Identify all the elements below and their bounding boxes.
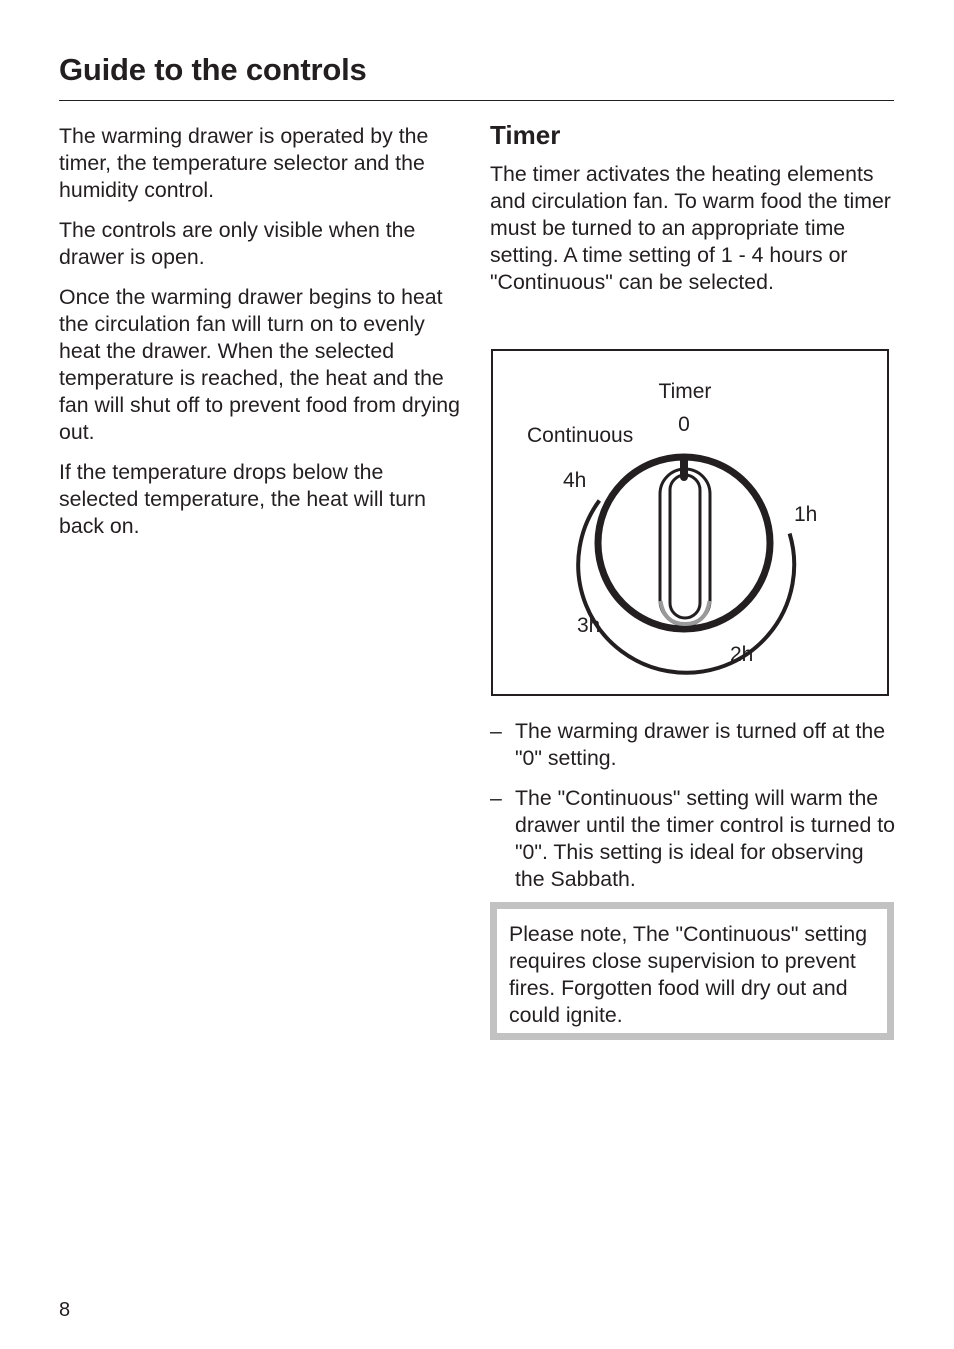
safety-note-text: Please note, The "Continuous" setting requires close supervision to prevent fires. Forgotten food will dry out and could ignite. <box>509 922 868 1027</box>
list-item <box>490 718 895 772</box>
diagram-title: Timer <box>658 380 712 403</box>
intro-paragraph: If the temperature drops below the selected temperature, the heat will turn back on. <box>59 460 426 538</box>
page-title: Guide to the controls <box>59 52 367 87</box>
timer-intro: The timer activates the heating elements and circulation fan. To warm food the timer must be turned to an appropriate time setting. A time setting of 1 - 4 hours or "Continuous" can be selected. <box>490 162 891 294</box>
knob-pointer-mark <box>680 457 688 481</box>
timer-heading: Timer <box>490 120 561 150</box>
list-item-text: The warming drawer is turned off at the "0" setting. <box>515 719 886 770</box>
label-1h: 1h <box>794 503 818 526</box>
label-continuous: Continuous <box>527 424 634 447</box>
label-2h: 2h <box>730 643 754 666</box>
intro-paragraph: The warming drawer is operated by the timer, the temperature selector and the humidity control. <box>59 124 429 202</box>
timer-dial-figure <box>491 349 889 696</box>
label-3h: 3h <box>577 614 601 637</box>
bullet-dash: – <box>490 786 502 810</box>
knob-grip-inner <box>670 475 700 618</box>
intro-column <box>59 123 464 553</box>
intro-paragraph: The controls are only visible when the drawer is open. <box>59 218 416 269</box>
label-zero: 0 <box>678 413 690 436</box>
page-number: 8 <box>59 1299 71 1321</box>
bullet-dash: – <box>490 719 502 743</box>
timer-section <box>490 118 895 296</box>
title-divider <box>59 100 894 101</box>
list-item-text: The "Continuous" setting will warm the drawer until the timer control is turned to "0". This setting is ideal for observing the Sabbath. <box>515 786 895 891</box>
safety-note-box <box>490 902 894 1040</box>
intro-paragraph: Once the warming drawer begins to heat the circulation fan will turn on to evenly heat the drawer. When the selected temperature is reached, the heat and the fan will shut off to prevent food from drying out. <box>59 285 460 444</box>
list-item <box>490 785 895 893</box>
label-4h: 4h <box>563 469 587 492</box>
timer-dial-diagram <box>493 351 887 694</box>
timer-settings-list <box>490 718 895 906</box>
